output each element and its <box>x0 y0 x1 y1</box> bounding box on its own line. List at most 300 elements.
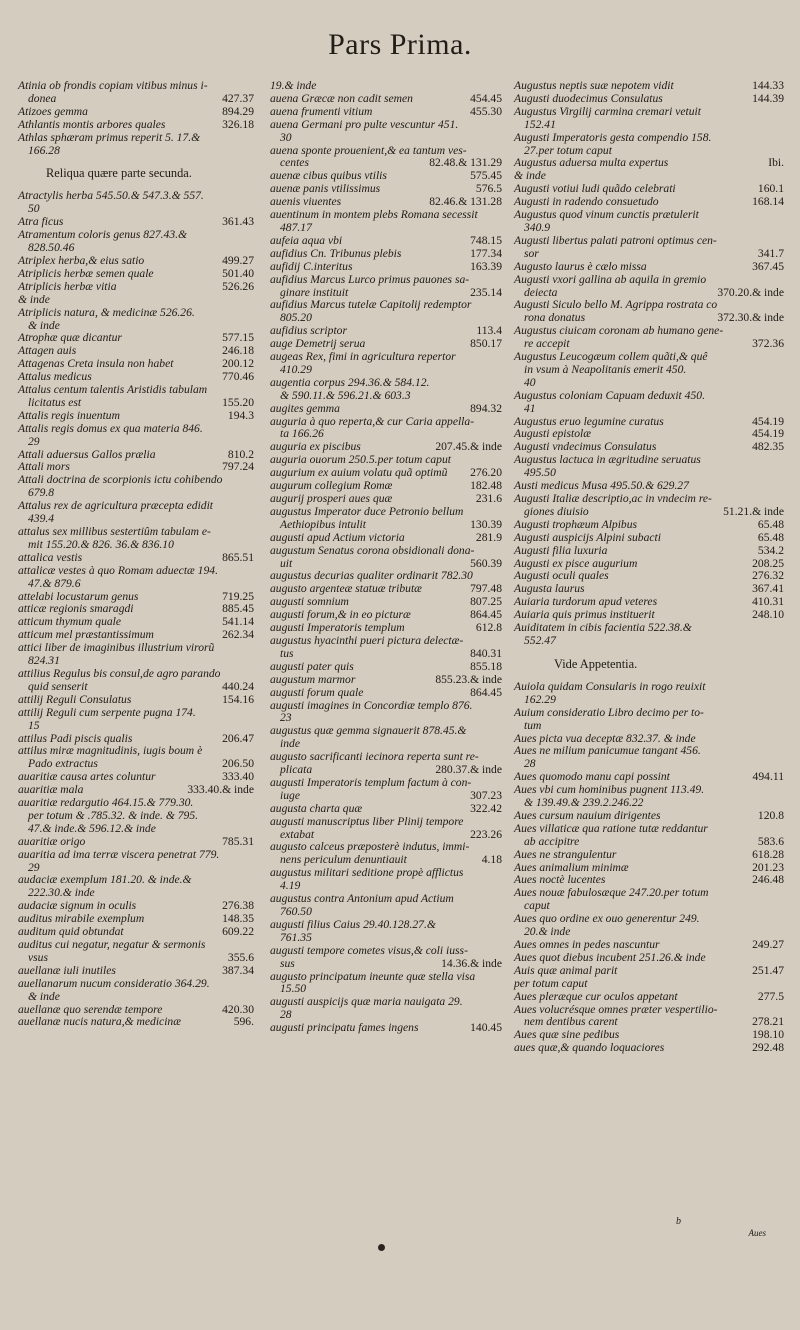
entry-term: attilus Padi piscis qualis <box>18 731 133 745</box>
index-entry <box>270 209 502 235</box>
entry-term: Atractylis herba 545.50.& 547.3.& 557. 50 <box>18 189 204 216</box>
entry-term: Attali mors <box>18 460 70 474</box>
index-entry <box>18 190 254 216</box>
entry-term: augites gemma <box>270 401 340 415</box>
index-entry <box>514 823 784 849</box>
entry-reference: 454.45 <box>470 91 502 105</box>
entry-reference: 526.26 <box>222 279 254 293</box>
entry-term: Aues animalium minimæ <box>514 860 629 874</box>
index-entry <box>514 745 784 771</box>
entry-term: augusti principatu fames ingens <box>270 1021 419 1035</box>
entry-term: Augusti vxori gallina ab aquila in gremio deiecta <box>514 272 707 299</box>
index-entry <box>270 119 502 145</box>
entry-term: Atriplicis herbæ semen quale <box>18 266 154 280</box>
index-entry <box>514 707 784 733</box>
entry-reference: 341.7 <box>757 246 784 260</box>
index-entry <box>18 565 254 591</box>
index-entry <box>514 235 784 261</box>
entry-reference: 249.27 <box>752 938 784 951</box>
entry-term: Aues picta vua deceptæ 832.37. & inde <box>514 731 696 745</box>
index-entry <box>270 777 502 803</box>
entry-term: augusta charta quæ <box>270 801 363 815</box>
entry-reference: 454.19 <box>752 414 784 428</box>
section-note: Vide Appetentia. <box>554 656 638 671</box>
entry-term: Atrophæ quæ dicantur <box>18 331 122 345</box>
entry-reference: 387.34 <box>222 963 254 977</box>
entry-term: auena sponte prouenient,& ea tantum ves- centes <box>270 143 467 170</box>
entry-term: Attalis regis inuentum <box>18 408 120 422</box>
entry-reference: 770.46 <box>222 370 254 384</box>
entry-term: Augusti oculi quales <box>514 569 609 583</box>
index-entry <box>18 849 254 875</box>
entry-reference: 14.36.& inde <box>441 956 502 970</box>
index-entry <box>514 299 784 325</box>
entry-term: aufidius Marcus tutelæ Capitolij redemptor 805.20 <box>270 298 472 325</box>
entry-term: attilus miræ magnitudinis, iugis boum è Pado extractus <box>18 744 203 771</box>
entry-reference: 864.45 <box>470 685 502 699</box>
entry-reference: 560.39 <box>470 556 502 570</box>
entry-term: augusti filius Caius 29.40.128.27.& 761.35 <box>270 917 436 944</box>
entry-reference: 850.17 <box>470 337 502 351</box>
entry-term: Auiditatem in cibis facientia 522.38.& 552.47 <box>514 621 692 647</box>
entry-term: 19.& inde <box>270 79 317 92</box>
entry-term: Auiola quidam Consularis in rogo reuixit 162.29 <box>514 679 706 706</box>
entry-term: Augustus eruo legumine curatus <box>514 414 664 428</box>
entry-reference: 810.2 <box>227 447 254 461</box>
index-entry <box>270 351 502 377</box>
entry-term: auguria ouorum 250.5.per totum caput <box>270 453 451 467</box>
entry-reference: 367.45 <box>752 259 784 273</box>
index-entry <box>270 545 502 571</box>
entry-term: Aues omnes in pedes nascuntur <box>514 938 660 951</box>
index-entry <box>270 816 502 842</box>
entry-term: attalus sex millibus sestertiûm tabulam e- mit 155.20.& 826. 36.& 836.10 <box>18 525 211 551</box>
entry-reference: 307.23 <box>470 788 502 802</box>
entry-reference: 206.50 <box>222 757 254 771</box>
index-entry <box>514 681 784 707</box>
index-entry <box>18 229 254 255</box>
entry-term: auaritia ad ima terræ viscera penetrat 779. 29 <box>18 847 220 874</box>
entry-term: Augusta laurus <box>514 582 585 596</box>
entry-reference: 280.37.& inde <box>435 763 502 777</box>
entry-term: augustum Senatus corona obsidionali dona- uit <box>270 543 475 570</box>
entry-term: auena Germani pro pulte vescuntur 451. 30 <box>270 117 459 144</box>
entry-term: augusto sacrificanti iecinora reperta sunt re- plicata <box>270 750 479 777</box>
entry-term: augusti forum,& in eo picturæ <box>270 608 411 622</box>
signature-mark: b <box>676 1216 681 1227</box>
entry-reference: 865.51 <box>222 550 254 564</box>
index-entry <box>270 919 502 945</box>
entry-term: augusti pater quis <box>270 659 354 673</box>
entry-reference: 246.18 <box>222 344 254 358</box>
entry-term: augentia corpus 294.36.& 584.12. & 590.11.& 596.21.& 603.3 <box>270 375 430 402</box>
index-entry <box>514 454 784 480</box>
index-entry <box>270 971 502 997</box>
entry-term: aufidius scriptor <box>270 324 347 338</box>
entry-reference: 326.18 <box>222 117 254 131</box>
entry-term: Aues noctè lucentes <box>514 873 606 887</box>
entry-term: attalica vestis <box>18 550 83 564</box>
index-entry <box>18 474 254 500</box>
entry-term: augusto calceus præposterè indutus, immi- nens periculum denuntiauit <box>270 840 470 867</box>
index-entry <box>270 1022 502 1035</box>
index-entry <box>18 668 254 694</box>
entry-term: Atriplicis herbæ vitia <box>18 279 117 293</box>
entry-reference: 575.45 <box>470 169 502 183</box>
entry-term: augusti manuscriptus liber Plinij tempore extabat <box>270 814 464 841</box>
entry-term: auguria ex piscibus <box>270 440 361 454</box>
index-entry <box>514 493 784 519</box>
entry-reference: 223.26 <box>470 827 502 841</box>
entry-term: Augusti Italiæ descriptio,ac in vndecim re- giones diuisio <box>514 492 712 518</box>
entry-term: Auium consideratio Libro decimo per to- tum <box>514 705 704 732</box>
entry-term: augusti Imperatoris templum factum à con- iuge <box>270 775 472 802</box>
entry-term: augurum collegium Romæ <box>270 479 393 493</box>
entry-reference: 541.14 <box>222 615 254 629</box>
entry-reference: 206.47 <box>222 731 254 745</box>
entry-term: aufidij C.interitus <box>270 259 353 273</box>
entry-reference: 200.12 <box>222 357 254 371</box>
entry-term: auena Græcæ non cadit semen <box>270 91 413 105</box>
entry-term: auellanæ quo serendæ tempore <box>18 1002 163 1016</box>
index-entry <box>18 1016 254 1029</box>
entry-term: Augusti Imperatoris gesta compendio 158. 27.per totum caput <box>514 130 712 157</box>
entry-term: augusti forum quale <box>270 685 364 699</box>
ornament-dot <box>378 1244 385 1251</box>
index-entry <box>18 281 254 294</box>
entry-term: aues quæ,& quando loquaciores <box>514 1041 665 1055</box>
entry-term: Augusti epistolæ <box>514 427 591 441</box>
index-entry <box>18 384 254 410</box>
entry-term: Attali doctrina de scorpionis ictu cohibendo 679.8 <box>18 473 223 500</box>
entry-term: Aues pleræque cur oculos appetant <box>514 989 678 1003</box>
entry-term: attilius Regulus bis consul,de agro parando quid senserit <box>18 666 221 693</box>
entry-reference: 482.35 <box>752 440 784 454</box>
entry-reference: 277.5 <box>757 989 784 1003</box>
entry-term: auentinum in montem plebs Romana secessit 487.17 <box>270 208 478 234</box>
entry-term: augurium ex auium volatu quã optimũ <box>270 466 448 480</box>
entry-term: Attalus centum talentis Aristidis tabulam licitatus est <box>18 383 208 409</box>
entry-term: aufidius Marcus Lurco primus pauones sa- ginare instituit <box>270 272 470 299</box>
entry-reference: 154.16 <box>222 692 254 706</box>
entry-term: Augusti ex pisce augurium <box>514 556 638 570</box>
index-entry <box>270 945 502 971</box>
index-entry <box>18 978 254 1004</box>
entry-term: Aues quomodo manu capi possint <box>514 770 670 784</box>
entry-term: Atriplicis natura, & medicinæ 526.26. & inde <box>18 305 195 332</box>
entry-reference: 292.48 <box>752 1041 784 1055</box>
entry-term: auditum quid obtundat <box>18 925 124 939</box>
entry-term: Aues vbi cum hominibus pugnent 113.49. & 139.49.& 239.2.246.22 <box>514 783 705 810</box>
entry-reference: 372.36 <box>752 337 784 351</box>
entry-reference: 113.4 <box>476 324 502 338</box>
entry-reference: 168.14 <box>752 195 784 209</box>
entry-term: atticæ regionis smaragdi <box>18 602 134 616</box>
entry-reference: 182.48 <box>470 479 502 493</box>
entry-reference: 248.10 <box>752 608 784 622</box>
index-entry <box>18 707 254 733</box>
entry-term: Auis quæ animal parit <box>514 963 618 977</box>
entry-term: augurij prosperi aues quæ <box>270 492 393 505</box>
entry-reference: 618.28 <box>752 847 784 861</box>
entry-term: Atriplex herba,& eius satio <box>18 253 145 267</box>
entry-term: Augusti libertus palati patroni optimus cen- sor <box>514 233 717 260</box>
entry-reference: 144.33 <box>752 79 784 92</box>
entry-term: Aues cursum nauium dirigentes <box>514 808 661 822</box>
entry-reference: 455.30 <box>470 104 502 118</box>
entry-reference: 410.31 <box>752 595 784 609</box>
entry-term: atticum mel præstantissimum <box>18 628 154 642</box>
index-entry <box>514 209 784 235</box>
index-entry <box>18 423 254 449</box>
entry-reference: 576.5 <box>475 182 502 196</box>
entry-reference: 65.48 <box>757 517 784 531</box>
entry-reference: 499.27 <box>222 253 254 267</box>
index-entry <box>514 1042 784 1055</box>
entry-reference: 864.45 <box>470 608 502 622</box>
entry-reference: 333.40.& inde <box>187 783 254 797</box>
entry-term: attalicæ vestes à quo Romam aduectæ 194. 47.& 879.6 <box>18 563 218 590</box>
catchword: Aues <box>748 1228 766 1238</box>
entry-term: auaritiæ causa artes coluntur <box>18 770 156 784</box>
entry-reference: 201.23 <box>752 860 784 874</box>
entry-term: Augusti filia luxuria <box>514 543 608 557</box>
entry-term: augusto argenteæ statuæ tributæ <box>270 582 422 596</box>
entry-term: Attalus rex de agricultura præcepta edidit 439.4 <box>18 499 214 526</box>
entry-term: Augustus aduersa multa expertus <box>514 156 669 170</box>
entry-term: auellanæ iuli inutiles <box>18 963 116 977</box>
entry-term: audaciæ exemplum 181.20. & inde.& 222.30.& inde <box>18 873 192 900</box>
entry-reference: 370.20.& inde <box>717 285 784 299</box>
entry-term: Augusti Siculo bello M. Agrippa rostrata co rona donatus <box>514 298 718 325</box>
entry-reference: 427.37 <box>222 91 254 105</box>
entry-reference: 420.30 <box>222 1002 254 1016</box>
entry-term: Aues quæ sine pedibus <box>514 1028 620 1042</box>
entry-term: Aues quo ordine ex ouo generentur 249. 20.& inde <box>514 912 700 939</box>
entry-reference: 208.25 <box>752 556 784 570</box>
entry-reference: 797.48 <box>470 582 502 596</box>
entry-reference: 440.24 <box>222 679 254 693</box>
entry-reference: 120.8 <box>757 808 784 822</box>
entry-reference: 333.40 <box>222 770 254 784</box>
entry-reference: 130.39 <box>470 517 502 531</box>
entry-reference: 361.43 <box>222 215 254 229</box>
entry-term: Atinia ob frondis copiam vitibus minus i- donea <box>18 79 208 105</box>
entry-reference: 276.38 <box>222 899 254 913</box>
entry-term: Attagen auis <box>18 344 77 358</box>
entry-term: augusti somnium <box>270 595 349 609</box>
entry-term: Augustus Virgilij carmina cremari vetuit 152.41 <box>514 104 701 131</box>
index-entry <box>18 500 254 526</box>
entry-term: Auiaria quis primus instituerit <box>514 608 655 622</box>
entry-term: Augusti trophæum Alpibus <box>514 517 638 531</box>
entry-term: Attalus medicus <box>18 370 92 384</box>
entry-term: Attagenas Creta insula non habet <box>18 357 174 371</box>
index-column-1 <box>18 80 254 1029</box>
entry-term: augusti imagines in Concordiæ templo 876. 23 <box>270 698 473 725</box>
entry-reference: 583.6 <box>757 834 784 848</box>
entry-term: attilij Reguli cum serpente pugna 174. 15 <box>18 705 196 732</box>
entry-term: attilij Reguli Consulatus <box>18 692 132 706</box>
entry-reference: 235.14 <box>470 285 502 299</box>
index-entry <box>514 622 784 648</box>
entry-term: Augusti vndecimus Consulatus <box>514 440 657 454</box>
entry-term: aufidius Cn. Tribunus plebis <box>270 246 402 260</box>
index-entry <box>270 725 502 751</box>
index-entry <box>514 325 784 351</box>
entry-term: Augustus neptis suæ nepotem vidit <box>514 79 674 92</box>
entry-reference: 262.34 <box>222 628 254 642</box>
entry-term: augustus Imperator duce Petronio bellum Aethiopibus intulit <box>270 504 464 531</box>
index-entry <box>18 642 254 668</box>
entry-reference: 251.47 <box>752 963 784 977</box>
entry-term: & inde <box>18 292 50 306</box>
index-entry <box>18 874 254 900</box>
entry-reference: 355.6 <box>227 950 254 964</box>
entry-term: auditus cui negatur, negatur & sermonis vsus <box>18 938 206 964</box>
entry-reference: 207.45.& inde <box>435 440 502 454</box>
entry-term: Augusti votiui ludi quãdo celebrati <box>514 182 676 196</box>
entry-term: augustum marmor <box>270 672 356 686</box>
entry-term: Augustus quod vinum cunctis prætulerit 340.9 <box>514 208 699 234</box>
entry-reference: 454.19 <box>752 427 784 441</box>
entry-term: Athlas sphæram primus reperit 5. 17.& 166.28 <box>18 130 201 157</box>
entry-term: attelabi locustarum genus <box>18 589 139 603</box>
index-entry <box>270 841 502 867</box>
entry-term: Augustus Leucogæum collem quãti,& quê in vsum à Neapolitanis emerit 450. 40 <box>514 350 708 389</box>
index-entry <box>270 274 502 300</box>
index-entry <box>270 751 502 777</box>
entry-term: aufeia aqua vbi <box>270 233 343 247</box>
index-entry <box>270 893 502 919</box>
entry-reference: 855.18 <box>470 659 502 673</box>
entry-reference: 596. <box>233 1015 254 1029</box>
index-entry <box>514 1004 784 1030</box>
index-entry <box>270 377 502 403</box>
entry-reference: 148.35 <box>222 912 254 926</box>
entry-reference: 494.11 <box>752 770 784 784</box>
entry-term: auenis viuentes <box>270 195 342 209</box>
entry-term: augusti auspicijs quæ maria nauigata 29. 28 <box>270 995 463 1022</box>
entry-term: Aues villaticæ qua ratione tutæ reddantur ab accipitre <box>514 821 708 848</box>
entry-reference: 278.21 <box>752 1015 784 1029</box>
entry-term: auellanæ nucis natura,& medicinæ <box>18 1015 181 1029</box>
index-entry <box>514 351 784 390</box>
index-entry <box>514 784 784 810</box>
entry-term: Auiaria turdorum apud veteres <box>514 595 658 609</box>
index-entry <box>514 157 784 170</box>
entry-term: audaciæ signum in oculis <box>18 899 137 913</box>
entry-term: augustus contra Antonium apud Actium 760.50 <box>270 892 454 918</box>
entry-reference: 534.2 <box>757 543 784 557</box>
entry-term: Augusti duodecimus Consulatus <box>514 91 663 105</box>
entry-reference: 719.25 <box>222 589 254 603</box>
entry-term: augusti tempore cometes visus,& coli iuss- sus <box>270 943 468 970</box>
index-entry <box>514 390 784 416</box>
entry-term: Athlantis montis arbores quales <box>18 117 166 131</box>
entry-reference: 231.6 <box>475 492 502 505</box>
index-entry <box>18 745 254 771</box>
index-entry <box>270 416 502 442</box>
index-entry <box>270 867 502 893</box>
entry-reference: 807.25 <box>470 595 502 609</box>
entry-term: augusti Imperatoris templum <box>270 621 405 635</box>
entry-reference: 194.3 <box>227 408 254 422</box>
entry-reference: Ibi. <box>768 156 784 170</box>
entry-reference: 894.29 <box>222 104 254 118</box>
page-title: Pars Prima. <box>328 28 472 61</box>
entry-term: augustus decurias qualiter ordinarit 782.30 <box>270 569 473 583</box>
entry-term: Aues volucrésque omnes præter vespertilio- nem dentibus carent <box>514 1002 718 1029</box>
index-entry <box>514 106 784 132</box>
index-entry <box>270 996 502 1022</box>
entry-term: Attalis regis domus ex qua materia 846. 29 <box>18 421 203 448</box>
entry-reference: 51.21.& inde <box>723 504 784 518</box>
entry-reference: 840.31 <box>470 646 502 660</box>
index-entry <box>514 274 784 300</box>
entry-term: Augustus coloniam Capuam deduxit 450. 41 <box>514 388 705 415</box>
entry-term: augustus militari seditione propè afflictus 4.19 <box>270 866 464 893</box>
entry-term: auaritiæ redargutio 464.15.& 779.30. per totum & .785.32. & inde. & 795. 47.& inde.& 596.12.& inde <box>18 796 199 835</box>
entry-term: & inde <box>514 169 546 183</box>
entry-reference: 797.24 <box>222 460 254 474</box>
index-entry <box>270 299 502 325</box>
entry-reference: 276.20 <box>470 466 502 480</box>
entry-reference: 82.46.& 131.28 <box>429 195 502 209</box>
entry-reference: 372.30.& inde <box>717 311 784 325</box>
index-entry <box>514 913 784 939</box>
index-entry <box>18 80 254 106</box>
entry-reference: 4.18 <box>481 853 502 867</box>
entry-term: attici liber de imaginibus illustrium virorũ 824.31 <box>18 641 215 668</box>
entry-reference: 894.32 <box>470 401 502 415</box>
entry-term: Aues ne milium panicumue tangant 456. 28 <box>514 744 701 771</box>
entry-term: augeas Rex, fimi in agricultura repertor 410.29 <box>270 350 456 376</box>
entry-term: per totum caput <box>514 976 588 990</box>
entry-reference: 609.22 <box>222 925 254 939</box>
index-column-3 <box>514 80 784 1055</box>
entry-term: atticum thymum quale <box>18 615 122 629</box>
entry-term: Augustus ciuicam coronam ab humano gene- re accepit <box>514 324 724 351</box>
entry-term: Attali aduersus Gallos prælia <box>18 447 156 461</box>
entry-term: auena frumenti vitium <box>270 104 373 118</box>
entry-term: Atra ficus <box>18 215 64 229</box>
entry-reference: 65.48 <box>757 530 784 544</box>
entry-term: Aues ne strangulentur <box>514 847 617 861</box>
entry-term: augustus hyacinthi pueri pictura delectæ- tus <box>270 633 464 660</box>
index-entry <box>514 887 784 913</box>
entry-reference: 246.48 <box>752 873 784 887</box>
index-entry <box>18 939 254 965</box>
index-column-2 <box>270 80 502 1035</box>
entry-term: auaritiæ mala <box>18 783 84 797</box>
entry-reference: 155.20 <box>222 395 254 409</box>
entry-reference: 163.39 <box>470 259 502 273</box>
entry-term: Aues quot diebus incubent 251.26.& inde <box>514 950 706 964</box>
entry-reference: 367.41 <box>752 582 784 596</box>
entry-term: augustus quæ gemma signauerit 878.45.& inde <box>270 724 467 751</box>
entry-reference: 276.32 <box>752 569 784 583</box>
section-note: Reliqua quære parte secunda. <box>46 166 192 181</box>
entry-term: Augustus lactuca in ægritudine seruatus 495.50 <box>514 453 701 480</box>
entry-term: Augusto laurus è cælo missa <box>514 259 647 273</box>
entry-term: auguria à quo reperta,& cur Caria appella- ta 166.26 <box>270 414 475 441</box>
entry-reference: 501.40 <box>222 266 254 280</box>
entry-term: Atramentum coloris genus 827.43.& 828.50.46 <box>18 228 188 255</box>
entry-reference: 748.15 <box>470 233 502 247</box>
entry-reference: 785.31 <box>222 834 254 848</box>
index-entry <box>270 635 502 661</box>
